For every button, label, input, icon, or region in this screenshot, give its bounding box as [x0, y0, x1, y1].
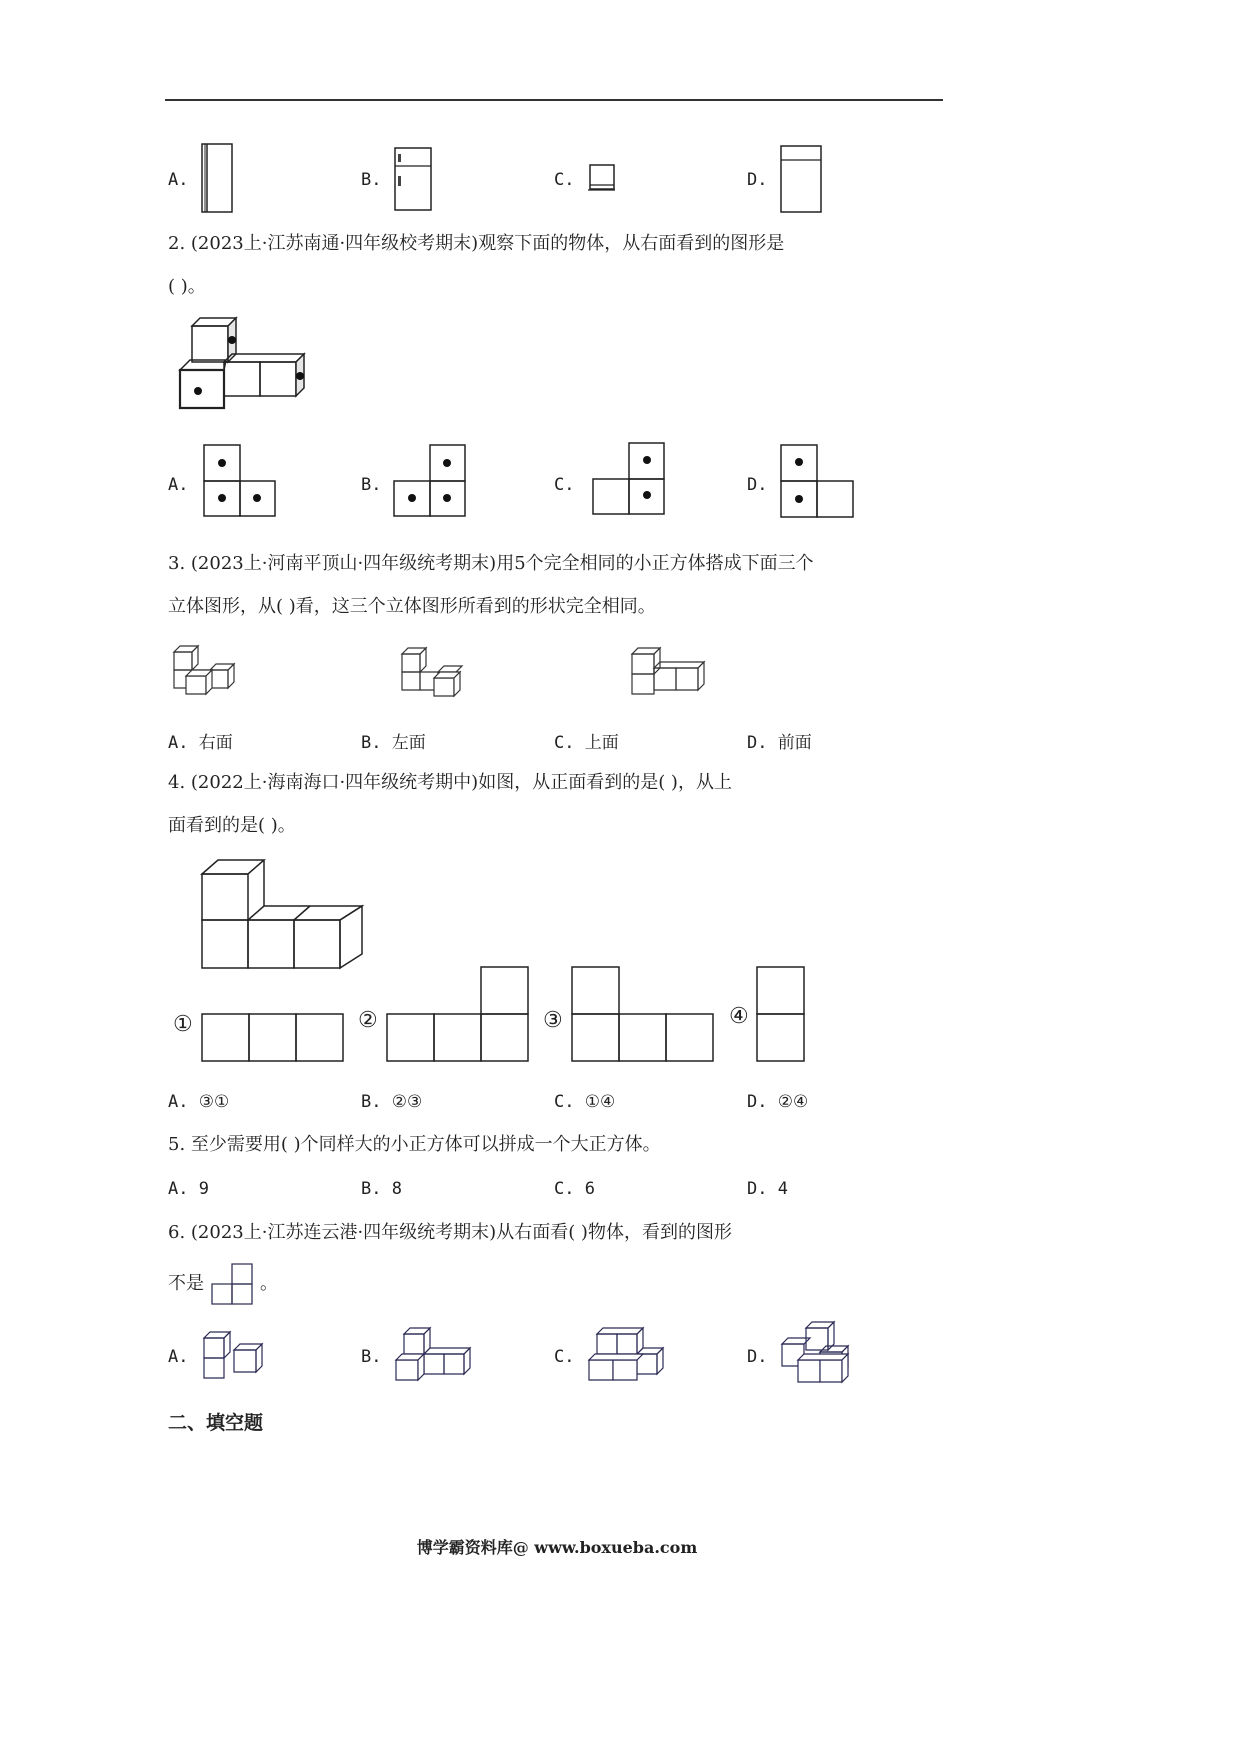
q3-option-a: A. 右面	[168, 733, 233, 753]
cube-stack-with-dots-icon	[172, 316, 312, 412]
view-dots-L-right-wide-icon	[780, 444, 856, 520]
header-rule	[165, 99, 943, 101]
view-dots-L-left-wide-icon	[592, 442, 666, 516]
small-square-box-icon	[588, 163, 618, 193]
q3-option-d: D. 前面	[747, 733, 812, 753]
cube-group-b-icon	[394, 1324, 476, 1382]
q4-option-d: D. ②④	[747, 1092, 809, 1112]
q3-text-line1: 3. (2023上·河南平顶山·四年级统考期末)用5个完全相同的小正方体搭成下面三个	[168, 553, 814, 574]
q2-option-b-label: B.	[361, 475, 382, 495]
q3-option-b: B. 左面	[361, 733, 426, 753]
fridge-with-handles-icon	[393, 146, 433, 212]
q2-option-d-label: D.	[747, 475, 768, 495]
cube-group-c-icon	[587, 1324, 669, 1382]
q2-option-c-label: C.	[554, 475, 575, 495]
q4-option-b: B. ②③	[361, 1092, 423, 1112]
view-1-three-in-row-icon	[201, 1013, 345, 1063]
q1-option-a-label: A.	[168, 170, 189, 190]
q6-text-line2	[168, 1262, 278, 1306]
q6-option-d-label: D.	[747, 1347, 768, 1367]
q1-option-b-label: B.	[361, 170, 382, 190]
fridge-front-view-icon	[779, 144, 823, 214]
cube-figure-3-icon	[630, 646, 710, 698]
q6-option-b-label: B.	[361, 1347, 382, 1367]
q3-option-c: C. 上面	[554, 733, 619, 753]
cube-group-d-icon	[780, 1320, 856, 1386]
q2-text-line1: 2. (2023上·江苏南通·四年级校考期末)观察下面的物体，从右面看到的图形是	[168, 233, 785, 254]
view-3-l-left-icon	[571, 966, 715, 1062]
view-4-two-stacked-icon	[756, 966, 806, 1062]
q4-option-c: C. ①④	[554, 1092, 616, 1112]
q4-option-a: A. ③①	[168, 1092, 230, 1112]
view-label-3: ③	[543, 1008, 563, 1033]
section-heading-fill-in: 二、填空题	[168, 1412, 264, 1434]
tall-thin-box-side-view-icon	[200, 142, 234, 214]
q6-line2-suffix: 。	[260, 1273, 278, 1294]
q6-option-a-label: A.	[168, 1347, 189, 1367]
cube-figure-2-icon	[400, 644, 472, 700]
view-label-1: ①	[173, 1012, 193, 1037]
l-shaped-cube-figure-icon	[200, 858, 366, 972]
q6-option-c-label: C.	[554, 1347, 575, 1367]
view-2-l-right-icon	[386, 966, 530, 1062]
q6-text-line1: 6. (2023上·江苏连云港·四年级统考期末)从右面看( )物体，看到的图形	[168, 1222, 732, 1243]
q2-option-a-label: A.	[168, 475, 189, 495]
view-dots-L-left-icon	[393, 444, 467, 518]
q5-option-a: A. 9	[168, 1179, 209, 1199]
q1-option-c-label: C.	[554, 170, 575, 190]
q2-text-line2: ( )。	[168, 276, 206, 297]
view-label-2: ②	[358, 1008, 378, 1033]
footer-watermark: 博学霸资料库@ www.boxueba.com	[416, 1538, 698, 1557]
cube-figure-1-icon	[172, 642, 242, 698]
cube-group-a-icon	[200, 1328, 270, 1382]
q5-text-line1: 5. 至少需要用( )个同样大的小正方体可以拼成一个大正方体。	[168, 1134, 661, 1155]
l-view-small-icon	[210, 1262, 254, 1306]
q5-option-c: C. 6	[554, 1179, 595, 1199]
q4-text-line2: 面看到的是( )。	[168, 815, 296, 836]
q6-line2-prefix: 不是	[168, 1273, 204, 1294]
view-dots-L-right-icon	[203, 444, 277, 518]
view-label-4: ④	[729, 1004, 749, 1029]
q5-option-d: D. 4	[747, 1179, 788, 1199]
q3-text-line2: 立体图形，从( )看，这三个立体图形所看到的形状完全相同。	[168, 596, 656, 617]
q5-option-b: B. 8	[361, 1179, 402, 1199]
q1-option-d-label: D.	[747, 170, 768, 190]
q4-text-line1: 4. (2022上·海南海口·四年级统考期中)如图，从正面看到的是( )，从上	[168, 772, 732, 793]
